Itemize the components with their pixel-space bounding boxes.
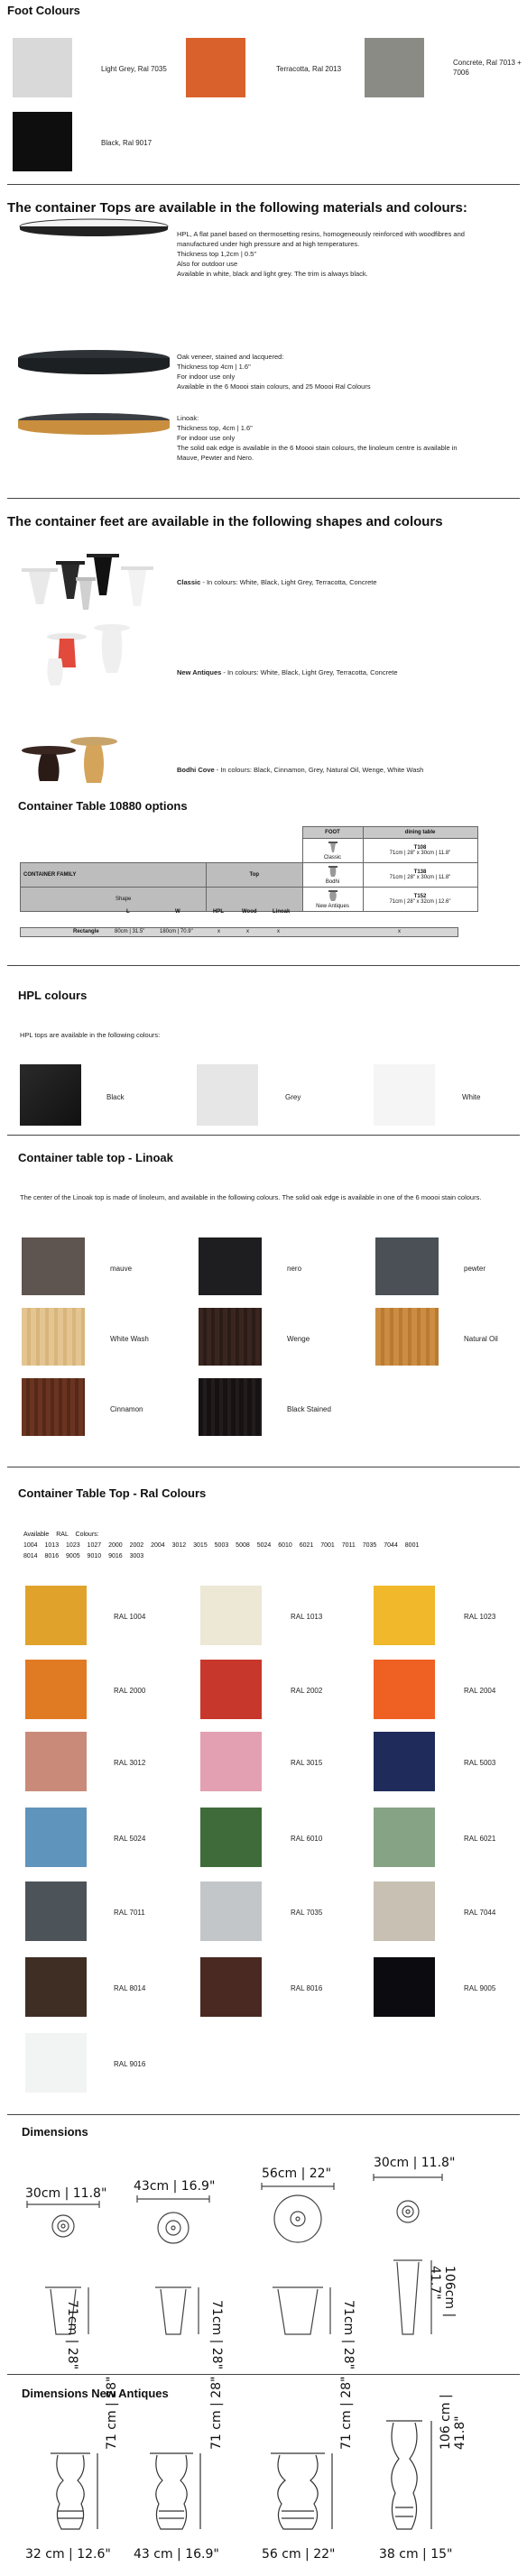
na-width-label: 38 cm | 15" <box>379 2547 453 2562</box>
td-bodhi-label: Bodhi <box>325 879 340 885</box>
na-width-label: 32 cm | 12.6" <box>25 2547 111 2562</box>
td-t138-code: T138 <box>413 869 427 875</box>
td-t108-dim: 71cm | 28" x 30cm | 11.8" <box>389 851 451 856</box>
td-classic <box>302 839 363 863</box>
ral-swatch <box>200 1586 262 1645</box>
th-foot: FOOT <box>302 827 363 839</box>
foot-label: Concrete, Ral 7013 + 7006 <box>453 59 522 77</box>
desc-line: Thickness top 4cm | 1.6" <box>177 363 251 371</box>
ral-swatch <box>25 1881 87 1941</box>
td-t152-dim: 71cm | 28" x 32cm | 12.6" <box>389 899 451 905</box>
ral-label: RAL 9005 <box>464 1984 496 1992</box>
td-t152-code: T152 <box>413 894 427 899</box>
td-lw <box>207 888 303 912</box>
ral-title: Container Table Top - Ral Colours <box>18 1486 207 1500</box>
ral-swatch <box>374 1808 435 1867</box>
td-family: CONTAINER FAMILY <box>21 863 207 888</box>
linoak-intro: The center of the Linoak top is made of linoleum, and available in the following colours. The solid oak edge is available in one of the 6 moooi stain colours. <box>20 1193 482 1201</box>
th-hpl: HPL <box>213 909 224 915</box>
ral-label: RAL 7011 <box>114 1909 145 1917</box>
classic-foot-icon <box>328 841 338 853</box>
hpl-description <box>177 229 520 279</box>
ral-label: RAL 6021 <box>464 1835 496 1843</box>
th-dining: dining table <box>363 827 477 839</box>
na-width-label: 56 cm | 22" <box>262 2547 336 2562</box>
ral-label: RAL 2002 <box>291 1687 323 1695</box>
hpl-colours-intro: HPL tops are available in the following colours: <box>20 1031 161 1039</box>
td-rect: Rectangle <box>73 929 99 934</box>
ral-swatch <box>25 1660 87 1719</box>
ral-label: RAL 8016 <box>291 1984 323 1992</box>
desc-line: Available in white, black and light grey. The trim is always black. <box>177 270 368 278</box>
foot-label: Light Grey, Ral 7035 <box>101 65 167 73</box>
linoak-swatch-pewter <box>375 1237 439 1295</box>
linoak-label: mauve <box>110 1265 133 1273</box>
ral-swatch <box>200 1957 262 2017</box>
th-shape: Shape <box>116 897 132 902</box>
divider <box>7 498 520 499</box>
linoak-title: Container table top - Linoak <box>18 1151 173 1164</box>
foot-text: - In colours: White, Black, Light Grey, Terracotta, Concrete <box>221 668 398 676</box>
ral-label: RAL 3012 <box>114 1759 146 1767</box>
linoak-description <box>177 413 520 463</box>
feet-bodhi <box>177 765 423 775</box>
ral-label: RAL 6010 <box>291 1835 323 1843</box>
na-height-label: 106 cm | 41.8" <box>439 2394 467 2450</box>
td-t108-code: T108 <box>413 845 427 851</box>
ral-label: RAL 3015 <box>291 1759 323 1767</box>
foot-name: New Antiques <box>177 668 222 676</box>
desc-line: For indoor use only <box>177 434 236 442</box>
desc-line: For indoor use only <box>177 373 236 381</box>
desc-line: manufactured under high pressure and at high temperatures. <box>177 240 360 248</box>
options-title: Container Table 10880 options <box>18 799 188 813</box>
dim-top-label: 30cm | 11.8" <box>374 2156 456 2170</box>
foot-name: Bodhi Cove <box>177 766 215 774</box>
ral-label: RAL 8014 <box>114 1984 146 1992</box>
td-t138 <box>363 863 477 888</box>
linoak-swatch-white-wash <box>22 1308 85 1366</box>
ral-label: RAL 1004 <box>114 1613 146 1621</box>
ral-swatch <box>374 1660 435 1719</box>
td-new-antiques <box>302 888 363 912</box>
new-antiques-foot-icon <box>328 889 338 902</box>
tops-illustrations <box>16 209 179 498</box>
feet-classic <box>177 577 377 587</box>
foot-label: Black, Ral 9017 <box>101 139 153 147</box>
dim-top-label: 43cm | 16.9" <box>134 2179 216 2194</box>
desc-line: Linoak: <box>177 414 199 422</box>
td-classic-label: Classic <box>323 855 342 860</box>
td-x: x <box>246 929 249 934</box>
feet-illustrations <box>13 541 166 812</box>
dim-top-label: 30cm | 11.8" <box>25 2186 107 2201</box>
ral-swatch <box>200 1660 262 1719</box>
hpl-colours-title: HPL colours <box>18 989 88 1002</box>
hpl-label: Grey <box>285 1093 301 1101</box>
desc-line: HPL, A flat panel based on thermosetting resins, homogeneously reinforced with woodfibres and <box>177 230 465 238</box>
hpl-swatch-black <box>20 1064 81 1126</box>
ral-swatch <box>25 1586 87 1645</box>
dim-height-label: 106cm | 41.7" <box>428 2266 457 2318</box>
linoak-swatch-mauve <box>22 1237 85 1295</box>
ral-swatch <box>200 1881 262 1941</box>
td-bodhi <box>302 863 363 888</box>
na-width-label: 43 cm | 16.9" <box>134 2547 219 2562</box>
td-t108 <box>363 839 477 863</box>
linoak-label: Wenge <box>287 1335 310 1343</box>
dim-height-label: 71cm | 28" <box>65 2300 79 2370</box>
desc-line: Also for outdoor use <box>177 260 238 268</box>
foot-text: - In colours: Black, Cinnamon, Grey, Natural Oil, Wenge, White Wash <box>214 766 424 774</box>
linoak-swatch-natural-oil <box>375 1308 439 1366</box>
ral-available-label: Available RAL Colours: <box>23 1532 99 1538</box>
linoak-swatch-wenge <box>199 1308 262 1366</box>
ral-label: RAL 1023 <box>464 1613 496 1621</box>
options-table <box>20 826 478 934</box>
ral-available <box>23 1530 511 1562</box>
foot-swatch-light-grey <box>13 38 72 97</box>
na-height-label: 71 cm | 28" <box>105 2376 119 2450</box>
desc-line: Mauve, Pewter and Nero. <box>177 454 254 462</box>
desc-line: The solid oak edge is available in the 6 Moooi stain colours, the linoleum centre is available in <box>177 444 458 452</box>
feet-new-antiques <box>177 667 398 677</box>
linoak-label: Black Stained <box>287 1405 331 1413</box>
td-t138-dim: 71cm | 28" x 30cm | 11.8" <box>389 875 451 880</box>
ral-label: RAL 1013 <box>291 1613 323 1621</box>
th-linoak: Linoak <box>273 909 291 915</box>
td-rect-l: 80cm | 31.5" <box>115 929 145 934</box>
ral-swatch <box>200 1808 262 1867</box>
bodhi-foot-icon <box>328 865 338 878</box>
dimensions-na-title: Dimensions New Antiques <box>22 2387 169 2400</box>
divider <box>7 184 520 185</box>
td-x: x <box>398 929 401 934</box>
tops-title: The container Tops are available in the following materials and colours: <box>7 200 467 216</box>
ral-swatch <box>374 1586 435 1645</box>
desc-line: Available in the 6 Moooi stain colours, and 25 Moooi Ral Colours <box>177 382 371 391</box>
td-x: x <box>217 929 220 934</box>
ral-swatch <box>374 1732 435 1791</box>
linoak-label: Natural Oil <box>464 1335 498 1343</box>
foot-swatch-terracotta <box>186 38 245 97</box>
td-x: x <box>277 929 280 934</box>
feet-title: The container feet are available in the following shapes and colours <box>7 514 443 529</box>
ral-label: RAL 5024 <box>114 1835 146 1843</box>
dimensions-title: Dimensions <box>22 2125 88 2139</box>
linoak-label: White Wash <box>110 1335 149 1343</box>
ral-label: RAL 5003 <box>464 1759 496 1767</box>
hpl-label: Black <box>106 1093 125 1101</box>
ral-swatch <box>374 1881 435 1941</box>
divider <box>7 2114 520 2115</box>
ral-label: RAL 2000 <box>114 1687 146 1695</box>
th-l: L <box>126 909 130 915</box>
linoak-swatch-nero <box>199 1237 262 1295</box>
desc-line: Thickness top, 4cm | 1.6" <box>177 424 253 432</box>
hpl-label: White <box>462 1093 481 1101</box>
td-t152 <box>363 888 477 912</box>
dim-top-label: 56cm | 22" <box>262 2167 332 2181</box>
divider <box>7 965 520 966</box>
th-wood: Wood <box>242 909 257 915</box>
linoak-label: nero <box>287 1265 302 1273</box>
linoak-swatch-black-stained <box>199 1378 262 1436</box>
td-new-antiques-label: New Antiques <box>316 904 349 909</box>
linoak-label: pewter <box>464 1265 486 1273</box>
foot-label: Terracotta, Ral 2013 <box>276 65 342 73</box>
ral-label: RAL 7044 <box>464 1909 496 1917</box>
dim-height-label: 71cm | 28" <box>341 2300 356 2370</box>
ral-label: RAL 7035 <box>291 1909 323 1917</box>
linoak-swatch-cinnamon <box>22 1378 85 1436</box>
foot-swatch-black <box>13 112 72 171</box>
ral-label: RAL 2004 <box>464 1687 496 1695</box>
hpl-swatch-grey <box>197 1064 258 1126</box>
na-height-label: 71 cm | 28" <box>339 2376 354 2450</box>
linoak-label: Cinnamon <box>110 1405 143 1413</box>
na-height-label: 71 cm | 28" <box>209 2376 224 2450</box>
ral-swatch <box>25 1957 87 2017</box>
td-top: Top <box>207 863 303 888</box>
desc-line: Thickness top 1,2cm | 0.5" <box>177 250 256 258</box>
dim-height-label: 71cm | 28" <box>209 2300 224 2370</box>
ral-swatch <box>25 1808 87 1867</box>
ral-swatch <box>25 2033 87 2093</box>
foot-colours-title: Foot Colours <box>7 4 80 17</box>
td-shape <box>21 888 207 912</box>
foot-text: - In colours: White, Black, Light Grey, Terracotta, Concrete <box>200 578 377 586</box>
divider <box>7 1135 520 1136</box>
ral-swatch <box>200 1732 262 1791</box>
ral-list-line: 1004 1013 1023 1027 2000 2002 2004 3012 3015 5003 5008 5024 6010 6021 7001 7011 7035 7044 8001 <box>23 1542 420 1549</box>
oak-description <box>177 352 520 391</box>
ral-label: RAL 9016 <box>114 2060 146 2068</box>
th-w: W <box>175 909 180 915</box>
ral-swatch <box>374 1957 435 2017</box>
hpl-swatch-white <box>374 1064 435 1126</box>
td-rect-w: 180cm | 70.9" <box>160 929 193 934</box>
foot-name: Classic <box>177 578 201 586</box>
desc-line: Oak veneer, stained and lacquered: <box>177 353 284 361</box>
ral-list-line: 8014 8016 9005 9010 9016 3003 <box>23 1553 144 1559</box>
ral-swatch <box>25 1732 87 1791</box>
foot-swatch-concrete <box>365 38 424 97</box>
row-rectangle <box>20 927 458 937</box>
